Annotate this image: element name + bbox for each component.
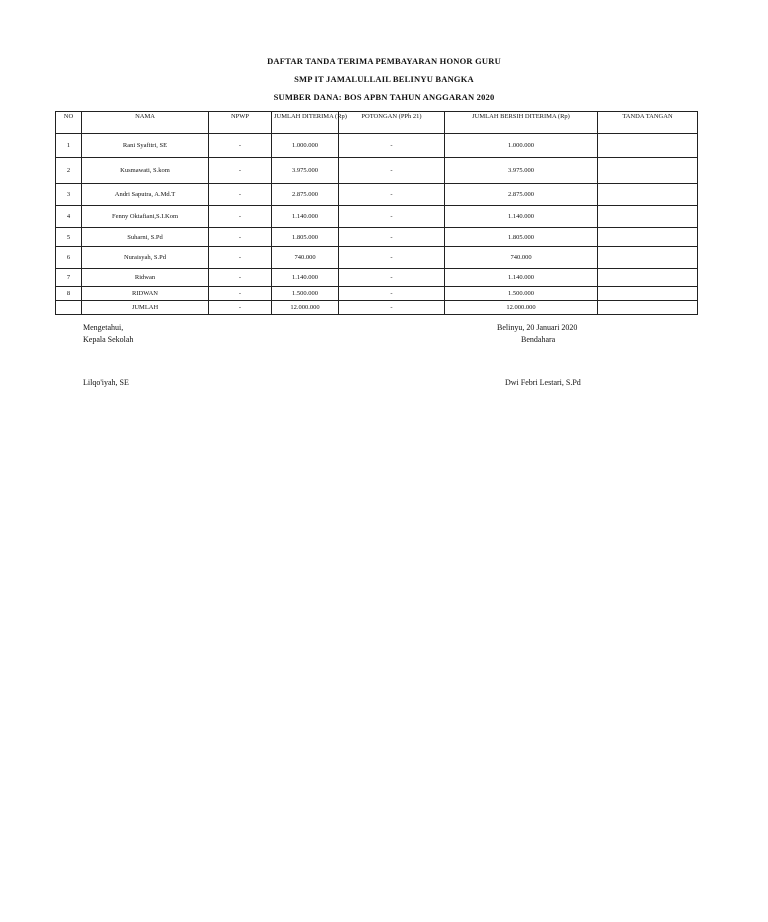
- acknowledged-label: Mengetahui,: [83, 323, 124, 332]
- header-tanda-tangan: TANDA TANGAN: [598, 112, 698, 134]
- table-row: [56, 134, 698, 158]
- cell-potongan: -: [339, 228, 445, 247]
- cell-npwp: -: [209, 184, 272, 206]
- cell-bersih: 1.140.000: [445, 206, 598, 228]
- cell-bersih: 1.500.000: [445, 287, 598, 301]
- table-row: [56, 158, 698, 184]
- cell-no: 8: [56, 287, 82, 301]
- total-potongan: -: [339, 301, 445, 315]
- header-jumlah-bersih: JUMLAH BERSIH DITERIMA (Rp): [445, 112, 598, 134]
- cell-nama: Fenny Oktafiani,S.I.Kom: [82, 206, 209, 228]
- header-jumlah-diterima: JUMLAH DITERIMA (Rp): [272, 112, 339, 134]
- cell-jumlah: 2.875.000: [272, 184, 339, 206]
- cell-npwp: -: [209, 134, 272, 158]
- total-label: JUMLAH: [82, 301, 209, 315]
- cell-nama: Suharni, S.Pd: [82, 228, 209, 247]
- cell-potongan: -: [339, 269, 445, 287]
- cell-bersih: 1.000.000: [445, 134, 598, 158]
- cell-jumlah: 1.805.000: [272, 228, 339, 247]
- cell-jumlah: 1.140.000: [272, 269, 339, 287]
- cell-potongan: -: [339, 247, 445, 269]
- cell-nama: Kusmawati, S.kom: [82, 158, 209, 184]
- total-npwp: -: [209, 301, 272, 315]
- payment-table: [55, 111, 698, 315]
- table-row: [56, 184, 698, 206]
- header-npwp: NPWP: [209, 112, 272, 134]
- table-row: [56, 228, 698, 247]
- school-name: SMP IT JAMALULLAIL BELINYU BANGKA: [294, 74, 474, 84]
- cell-no: 6: [56, 247, 82, 269]
- cell-bersih: 1.140.000: [445, 269, 598, 287]
- table-header-row: [56, 112, 698, 134]
- table-row: [56, 247, 698, 269]
- table-row: [56, 206, 698, 228]
- total-row: [56, 301, 698, 315]
- cell-jumlah: 3.975.000: [272, 158, 339, 184]
- principal-name: Lilqo'iyah, SE: [83, 378, 129, 387]
- cell-signature: [598, 269, 698, 287]
- cell-no: 7: [56, 269, 82, 287]
- cell-jumlah: 740.000: [272, 247, 339, 269]
- cell-signature: [598, 301, 698, 315]
- cell-npwp: -: [209, 228, 272, 247]
- cell-npwp: -: [209, 269, 272, 287]
- cell-nama: Ridwan: [82, 269, 209, 287]
- cell-bersih: 740.000: [445, 247, 598, 269]
- table-row: [56, 269, 698, 287]
- cell-no: 3: [56, 184, 82, 206]
- header-potongan: POTONGAN (PPh 21): [339, 112, 445, 134]
- cell-signature: [598, 247, 698, 269]
- total-bersih: 12.000.000: [445, 301, 598, 315]
- cell-no: 4: [56, 206, 82, 228]
- cell-potongan: -: [339, 134, 445, 158]
- cell-jumlah: 1.500.000: [272, 287, 339, 301]
- cell-signature: [598, 134, 698, 158]
- cell-potongan: -: [339, 158, 445, 184]
- cell-nama: RIDWAN: [82, 287, 209, 301]
- cell-signature: [598, 287, 698, 301]
- treasurer-name: Dwi Febri Lestari, S.Pd: [505, 378, 581, 387]
- cell-jumlah: 1.140.000: [272, 206, 339, 228]
- place-date: Belinyu, 20 Januari 2020: [497, 323, 578, 332]
- cell-no: 2: [56, 158, 82, 184]
- cell-jumlah: 1.000.000: [272, 134, 339, 158]
- cell-signature: [598, 158, 698, 184]
- cell-bersih: 2.875.000: [445, 184, 598, 206]
- cell-npwp: -: [209, 206, 272, 228]
- cell-nama: Nuraisyah, S.Pd: [82, 247, 209, 269]
- cell-bersih: 3.975.000: [445, 158, 598, 184]
- cell-npwp: -: [209, 287, 272, 301]
- cell-no: [56, 301, 82, 315]
- cell-nama: Andri Saputra, A.Md.T: [82, 184, 209, 206]
- cell-potongan: -: [339, 184, 445, 206]
- document-title: DAFTAR TANDA TERIMA PEMBAYARAN HONOR GURU: [267, 56, 501, 66]
- header-nama: NAMA: [82, 112, 209, 134]
- table-row: [56, 287, 698, 301]
- principal-title: Kepala Sekolah: [83, 335, 134, 344]
- cell-no: 5: [56, 228, 82, 247]
- cell-potongan: -: [339, 287, 445, 301]
- funding-source: SUMBER DANA: BOS APBN TAHUN ANGGARAN 2020: [273, 92, 495, 102]
- treasurer-title: Bendahara: [521, 335, 556, 344]
- cell-signature: [598, 228, 698, 247]
- cell-npwp: -: [209, 158, 272, 184]
- cell-no: 1: [56, 134, 82, 158]
- header-no: NO: [56, 112, 82, 134]
- cell-potongan: -: [339, 206, 445, 228]
- cell-bersih: 1.805.000: [445, 228, 598, 247]
- cell-nama: Rani Syafitri, SE: [82, 134, 209, 158]
- total-jumlah: 12.000.000: [272, 301, 339, 315]
- cell-signature: [598, 184, 698, 206]
- cell-npwp: -: [209, 247, 272, 269]
- cell-signature: [598, 206, 698, 228]
